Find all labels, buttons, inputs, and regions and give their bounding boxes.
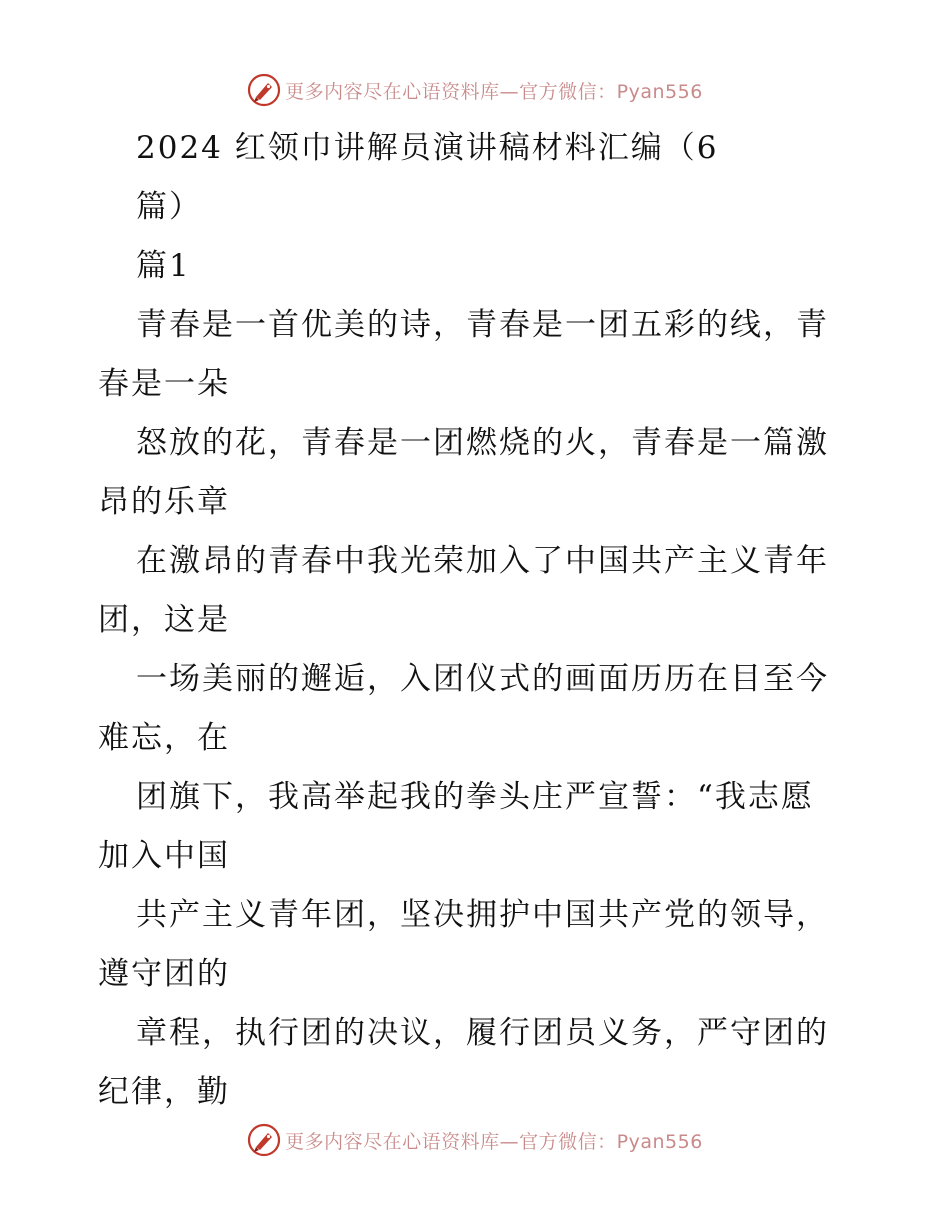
- footer-watermark-banner: [0, 1120, 950, 1160]
- paragraph-line: 春是一朵: [98, 366, 230, 402]
- paragraph-line: 在激昂的青春中我光荣加入了中国共产主义青年: [136, 543, 829, 579]
- document-title-line-1: 2024 红领巾讲解员演讲稿材料汇编（6: [136, 130, 719, 166]
- paragraph-line: 团旗下，我高举起我的拳头庄严宣誓：“我志愿: [136, 779, 814, 815]
- paragraph-line: 纪律，勤: [98, 1074, 230, 1110]
- document-title-line-2: 篇）: [136, 189, 202, 225]
- paragraph-line: 一场美丽的邂逅，入团仪式的画面历历在目至今: [136, 661, 829, 697]
- paragraph-line: 加入中国: [98, 838, 230, 874]
- paragraph-line: 难忘，在: [98, 720, 230, 756]
- watermark-text: 更多内容尽在心语资料库—官方微信：Pyan556: [285, 80, 703, 103]
- paragraph-line: 昂的乐章: [98, 484, 230, 520]
- watermark-text: 更多内容尽在心语资料库—官方微信：Pyan556: [285, 1130, 703, 1153]
- section-heading: 篇1: [136, 248, 191, 284]
- paragraph-line: 遵守团的: [98, 956, 230, 992]
- pen-nib-logo-icon: [247, 1123, 281, 1157]
- paragraph-line: 怒放的花，青春是一团燃烧的火，青春是一篇激: [136, 425, 829, 461]
- paragraph-line: 共产主义青年团，坚决拥护中国共产党的领导，: [136, 897, 829, 933]
- paragraph-line: 青春是一首优美的诗，青春是一团五彩的线，青: [136, 307, 829, 343]
- paragraph-line: 团，这是: [98, 602, 230, 638]
- paragraph-line: 章程，执行团的决议，履行团员义务，严守团的: [136, 1015, 829, 1051]
